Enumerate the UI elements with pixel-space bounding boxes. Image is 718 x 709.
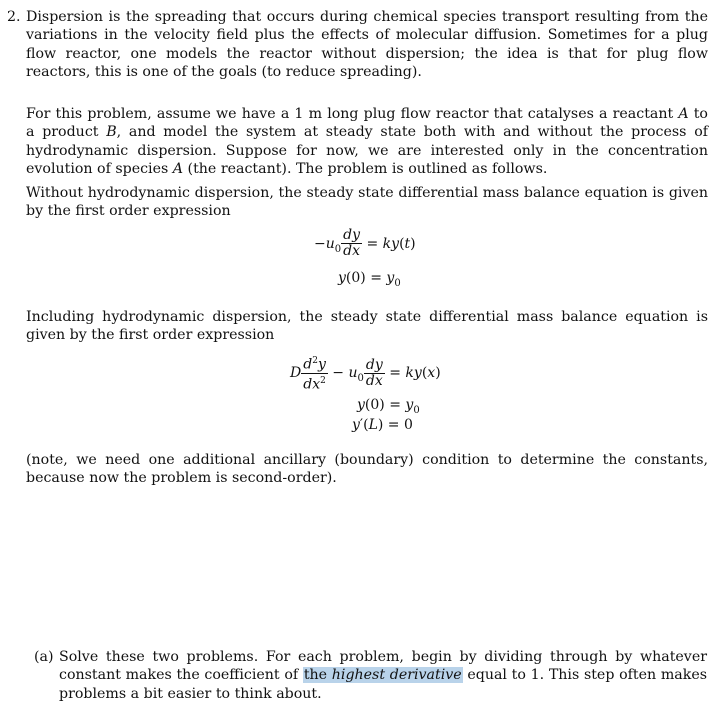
equation-no-dispersion: $-u_0$ $\frac{dy}{dx}$ = ky(t) bbox=[314, 227, 416, 259]
problem-number: 2. bbox=[7, 9, 21, 25]
equation-with-dispersion: D $\frac{d^2y}{dx^2}$ − $u_0$ $\frac{dy}{dx}$ = ky(x) bbox=[290, 356, 441, 393]
note-paragraph: (note, we need one additional ancillary (boundary) condition to determine the constants, because now the problem is second-order). bbox=[26, 452, 708, 487]
problem-statement-paragraph: For this problem, assume we have a 1 m long plug flow reactor that catalyses a reactant A to a product B, and model the system at steady state both with and without the process of hydrodynamic dispersion. Suppose for now, we are interested only in the concentration evolution of species A (the reactant). The problem is outlined as follows. bbox=[26, 106, 708, 177]
with-dispersion-paragraph: Including hydrodynamic dispersion, the steady state differential mass balance equation is given by the first order expression bbox=[26, 309, 708, 344]
part-a-paragraph bbox=[59, 648, 707, 703]
intro-paragraph: Dispersion is the spreading that occurs during chemical species transport resulting from the variations in the velocity field plus the effects of molecular diffusion. Sometimes for a plug flow reactor, one models the reactor without dispersion; the idea is that for plug flow reactors, this is one of the goals (to reduce spreading). bbox=[26, 9, 708, 80]
boundary-condition-1: $y(0) = y_0$ bbox=[357, 397, 420, 416]
part-a-label: (a) bbox=[34, 649, 54, 665]
boundary-condition-2: y′(L) = 0 bbox=[352, 417, 413, 433]
without-dispersion-paragraph: Without hydrodynamic dispersion, the steady state differential mass balance equation is given by the first order expression bbox=[26, 185, 708, 220]
part-a-text-before: Solve these two problems. For each problem, begin by dividing through by whatever constant makes the coefficient of bbox=[59, 649, 707, 684]
part-a-text-after: equal to 1. This step often makes problems a bit easier to think about. bbox=[59, 667, 708, 702]
initial-condition-1: $y(0) = y_0$ bbox=[338, 270, 401, 289]
highlighted-phrase: highest derivative bbox=[331, 667, 462, 684]
highlighted-text: the highest derivative bbox=[303, 667, 462, 684]
